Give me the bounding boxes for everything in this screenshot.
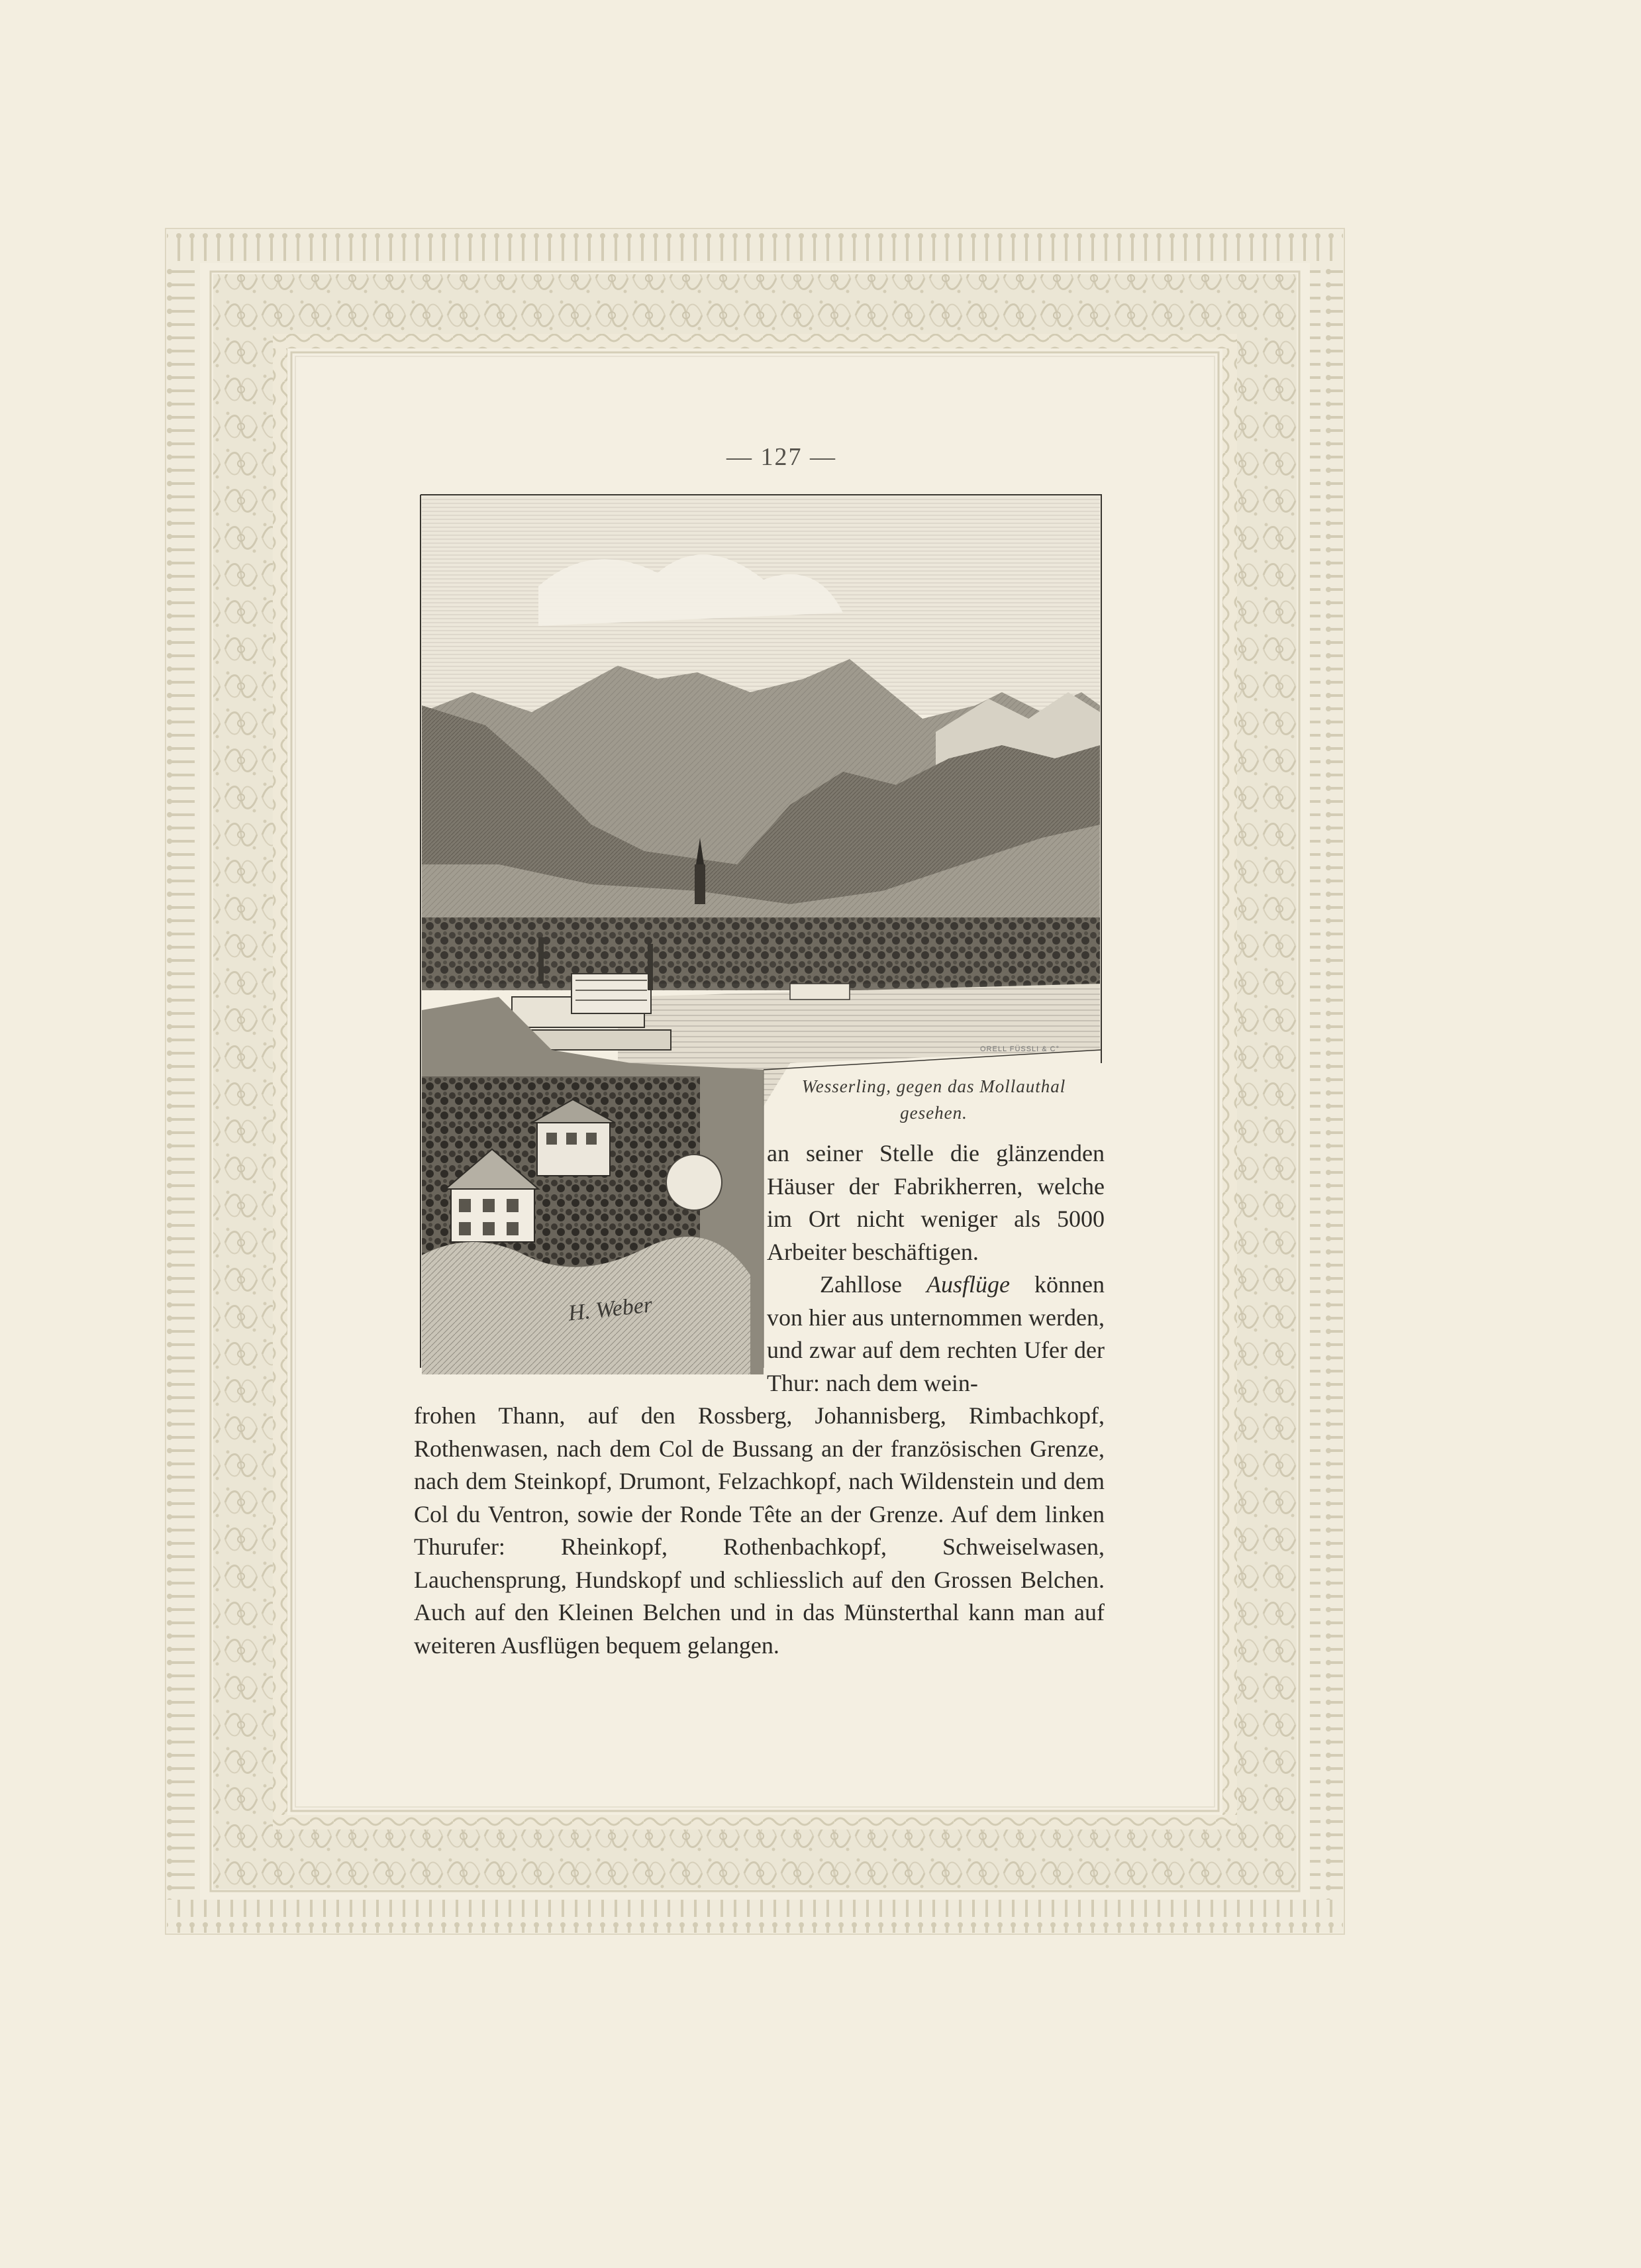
caption-line-2: gesehen. <box>900 1103 968 1123</box>
paragraph-3: frohen Thann, auf den Rossberg, Johannisberg, Rimbachkopf, Rothenwasen, nach dem Col de Bussang an der französischen Grenze, nach dem Steinkopf, Drumont, Felzachkopf, nach Wildenstein und dem Col du Ventron, sowie der Ronde Tête an der Grenze. Auf dem linken Thurufer: Rheinkopf, Rothenbachkopf, Schweiselwasen, Lauchensprung, Hundskopf und schliesslich auf den Grossen Belchen. Auch auf den Kleinen Belchen und in das Münsterthal kann man auf weiteren Ausflügen bequem gelangen. <box>414 1402 1105 1659</box>
paragraph-2 <box>767 1268 1105 1400</box>
text-column-full <box>414 1400 1105 1662</box>
artist-signature: H. Weber <box>567 1292 654 1326</box>
engraver-plate-mark: ORELL FÜSSLI & C° <box>980 1045 1060 1053</box>
illustration-caption <box>768 1073 1099 1126</box>
paragraph-2-rest: können von hier aus unternommen werden, und zwar auf dem rechten Ufer der Thur: nach dem wein- <box>767 1271 1105 1396</box>
caption-line-1: Wesserling, gegen das Mollauthal <box>801 1076 1066 1096</box>
paragraph-1: an seiner Stelle die glänzenden Häuser der Fabrikherren, welche im Ort nicht weniger als 5000 Arbeiter beschäftigen. <box>767 1140 1105 1265</box>
page-number: — 127 — <box>726 443 836 471</box>
text-column-narrow <box>767 1137 1105 1400</box>
paragraph-2-start: Zahllose <box>820 1271 926 1298</box>
keyword-ausfluege: Ausflüge <box>926 1271 1010 1298</box>
